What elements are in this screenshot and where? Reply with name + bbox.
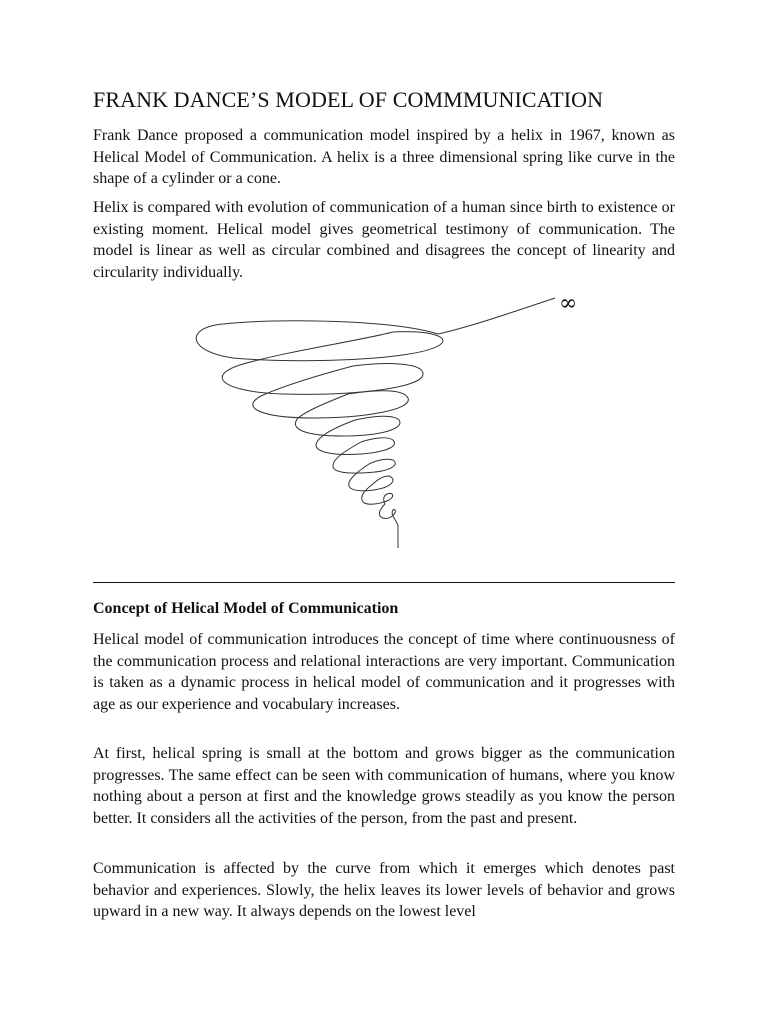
helix-loop-1	[196, 321, 443, 361]
document-title: FRANK DANCE’S MODEL OF COMMMUNICATION	[93, 87, 604, 112]
helix-loop-3	[253, 366, 409, 418]
helix-spiral	[196, 298, 555, 548]
intro-paragraph-2: Helix is compared with evolution of communication of a human since birth to existence or existing moment. Helical model gives geometrical testimony of communication. The model is linear as well as circular combined and disagrees the concept of linearity and circularity individually.	[93, 199, 675, 281]
helix-loop-8	[362, 484, 393, 504]
section-paragraph-2: At first, helical spring is small at the bottom and grows bigger as the communication progresses. The same effect can be seen with communication of humans, where you know nothing about a person at first and the knowledge grows steadily as you know the person better. It considers all the activities of the person, from the past and present.	[93, 745, 675, 827]
helix-figure	[93, 290, 675, 552]
intro-paragraph-1: Frank Dance proposed a communication model inspired by a helix in 1967, known as Helical Model of Communication. A helix is a three dimensional spring like curve in the shape of a cylinder or a cone.	[93, 127, 675, 187]
helix-stem	[393, 516, 398, 548]
helix-loop-2	[222, 332, 423, 394]
helix-loop-7	[349, 464, 393, 491]
helix-loop-5	[316, 420, 395, 455]
helix-loop-4	[295, 394, 400, 436]
section-heading: Concept of Helical Model of Communication	[93, 600, 399, 617]
infinity-label: ∞	[559, 291, 578, 316]
helix-tail	[438, 298, 555, 334]
section-paragraph-1: Helical model of communication introduces the concept of time where continuousness of the communication process and relational interactions are very important. Communication is taken as a dynamic process in helical model of communication and it progresses with age as our experience and vocabulary increases.	[93, 631, 675, 713]
helix-diagram	[93, 290, 675, 552]
section-divider	[93, 582, 675, 583]
helix-loop-6	[333, 442, 395, 473]
section-paragraph-3: Communication is affected by the curve from which it emerges which denotes past behavior and experiences. Slowly, the helix leaves its lower levels of behavior and grows upward in a new way. It always depends on the lowest level	[93, 860, 675, 920]
